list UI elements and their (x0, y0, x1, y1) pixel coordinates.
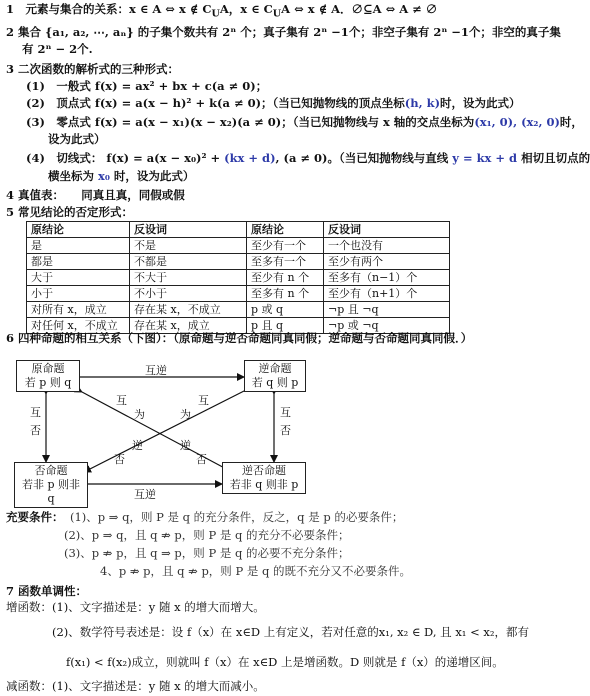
text: 时，设为此式） (440, 96, 521, 110)
table-cell: 一个也没有 (324, 238, 450, 254)
label-diag-wei-r: 为 (180, 408, 191, 421)
text: (x₁, 0), (x₂, 0) (474, 115, 560, 129)
box-sub: 若 p 则 q (24, 376, 72, 389)
text: f(x₁) < f(x₂) (66, 655, 132, 669)
table-cell: 至少有（n+1）个 (324, 286, 450, 302)
box-title: 否命题 (34, 464, 68, 477)
text: , (a ≠ 0)。（当已知抛物线与直线 (275, 151, 453, 165)
text: x₀ (98, 169, 110, 183)
text: A ⇔ x ∉ A．∅⊆A ⇔ A ≠ ∅ (281, 2, 438, 16)
label-right-2: 否 (280, 424, 291, 437)
line-3-1: (1) 一般式 f(x) = ax² + bx + c(a ≠ 0)； (26, 79, 268, 93)
text: 横坐标为 (48, 169, 99, 183)
box-contrapositive (222, 462, 306, 494)
table-cell: p 且 q (247, 318, 324, 334)
box-sub: 若非 p 则非 q (21, 478, 81, 505)
inc-line-3 (66, 655, 504, 670)
suff-title: 充要条件： (6, 510, 64, 524)
suff-line-3: (3)、p ⇏ p，且 q ⇒ p，则 P 是 q 的必要不充分条件； (64, 546, 350, 560)
label-diag-hu-r: 互 (198, 394, 209, 407)
text: x₁, x₂ ∈ D, 且 x₁ < x₂ (378, 625, 495, 639)
label-diag-wei-l: 为 (134, 408, 145, 421)
box-converse (244, 360, 306, 392)
line-2: 2 集合 {a₁, a₂, ⋯, aₙ} 的子集个数共有 2ⁿ 个；真子集有 2ⁿ −1个；非空子集有 2ⁿ −1个；非空的真子集 (6, 25, 561, 39)
text: (2)、数学符号表述是：设 f（x）在 x∈D 上有定义，若对任意的 (52, 625, 379, 639)
box-original (16, 360, 80, 392)
text: (4) 切线式： f(x) = a(x − x₀)² + (26, 151, 225, 165)
table-cell: 至多有一个 (247, 254, 324, 270)
table-cell: 小于 (27, 286, 130, 302)
label-diag-fou-r: 否 (196, 453, 207, 466)
dec-line-1: 减函数：(1)、文字描述是：y 随 x 的增大而减小。 (6, 679, 265, 693)
table-cell: ¬p 且 ¬q (324, 302, 450, 318)
table-cell: 至多有（n−1）个 (324, 270, 450, 286)
text: U (211, 8, 220, 20)
text: ，都有 (494, 625, 529, 639)
label-diag-ni-r: 逆 (180, 439, 191, 452)
table-cell: 不小于 (130, 286, 247, 302)
diagonal-arrow-1 (82, 392, 232, 472)
table-cell: 至少有一个 (247, 238, 324, 254)
box-sub: 若 q 则 p (251, 376, 299, 389)
text: (h, k) (404, 96, 441, 110)
table-cell: 大于 (27, 270, 130, 286)
text: (kx + d) (224, 151, 276, 165)
box-title: 逆否命题 (242, 464, 286, 477)
line-5: 5 常见结论的否定形式： (6, 205, 134, 219)
table-header-cell: 反设词 (324, 222, 450, 238)
text: 时，设为此式） (109, 169, 195, 183)
text: 成立，则就叫 f（x）在 x∈D 上是增函数。D 则就是 f（x）的递增区间。 (131, 655, 504, 669)
table-header-cell: 反设词 (130, 222, 247, 238)
inc-line-2 (52, 625, 529, 640)
label-diag-fou-l: 否 (114, 453, 125, 466)
table-header-cell: 原结论 (247, 222, 324, 238)
suff-line-2: (2)、p ⇒ q，且 q ⇏ p，则 P 是 q 的充分不必要条件； (64, 528, 350, 542)
table-cell: 存在某 x，成立 (130, 318, 247, 334)
table-cell: 都是 (27, 254, 130, 270)
text: A，x ∈ C (219, 2, 273, 16)
text: U (272, 8, 282, 20)
table-cell: 至少有 n 个 (247, 270, 324, 286)
text: 时， (559, 115, 583, 129)
box-title: 原命题 (31, 362, 65, 375)
table-cell: 是 (27, 238, 130, 254)
table-cell: p 或 q (247, 302, 324, 318)
diagonal-arrow-2 (84, 390, 246, 472)
line-3-3b: 设为此式） (48, 132, 106, 146)
text: (3) 零点式 f(x) = a(x − x₁)(x − x₂)(a ≠ 0)；（当已知抛物线与 x 轴的交点坐标为 (26, 115, 475, 129)
table-cell: 至少有两个 (324, 254, 450, 270)
table-cell: 对任何 x，不成立 (27, 318, 130, 334)
line-7: 7 函数单调性： (6, 584, 88, 598)
label-top: 互逆 (145, 364, 167, 377)
table-cell: 至多有 n 个 (247, 286, 324, 302)
suff-line-1: (1)、p ⇒ q，则 P 是 q 的充分条件，反之，q 是 p 的必要条件； (70, 510, 404, 524)
inc-line-1: 增函数：(1)、文字描述是：y 随 x 的增大而增大。 (6, 600, 265, 614)
text: 1 元素与集合的关系：x ∈ A ⇔ x ∉ C (6, 2, 212, 16)
table-cell: ¬p 或 ¬q (324, 318, 450, 334)
label-diag-ni-l: 逆 (132, 439, 143, 452)
box-inverse (14, 462, 88, 508)
text: 相切且切点的 (517, 151, 590, 165)
table-header-cell: 原结论 (27, 222, 130, 238)
table-cell: 对所有 x，成立 (27, 302, 130, 318)
table-cell: 不大于 (130, 270, 247, 286)
line-2b: 有 2ⁿ − 2个. (22, 42, 93, 56)
label-right-1: 互 (280, 406, 291, 419)
box-sub: 若非 q 则非 p (229, 478, 299, 491)
table-cell: 存在某 x，不成立 (130, 302, 247, 318)
line-3: 3 二次函数的解析式的三种形式： (6, 62, 180, 76)
text: (2) 顶点式 f(x) = a(x − h)² + k(a ≠ 0)；（当已知抛物线的顶点坐标 (26, 96, 405, 110)
suff-line-4: 4、p ⇏ p，且 q ⇏ p，则 P 是 q 的既不充分又不必要条件。 (100, 564, 412, 578)
label-bottom: 互逆 (134, 488, 156, 501)
label-diag-hu-l: 互 (116, 394, 127, 407)
line-6: 6 四种命题的相互关系（下图）：（原命题与逆否命题同真同假；逆命题与否命题同真同假．） (6, 331, 473, 345)
label-left-1: 互 (30, 406, 41, 419)
text: y = kx + d (452, 151, 518, 165)
label-left-2: 否 (30, 424, 41, 437)
box-title: 逆命题 (258, 362, 292, 375)
table-cell: 不是 (130, 238, 247, 254)
table-cell: 不都是 (130, 254, 247, 270)
line-4: 4 真值表： 同真且真，同假或假 (6, 188, 185, 202)
